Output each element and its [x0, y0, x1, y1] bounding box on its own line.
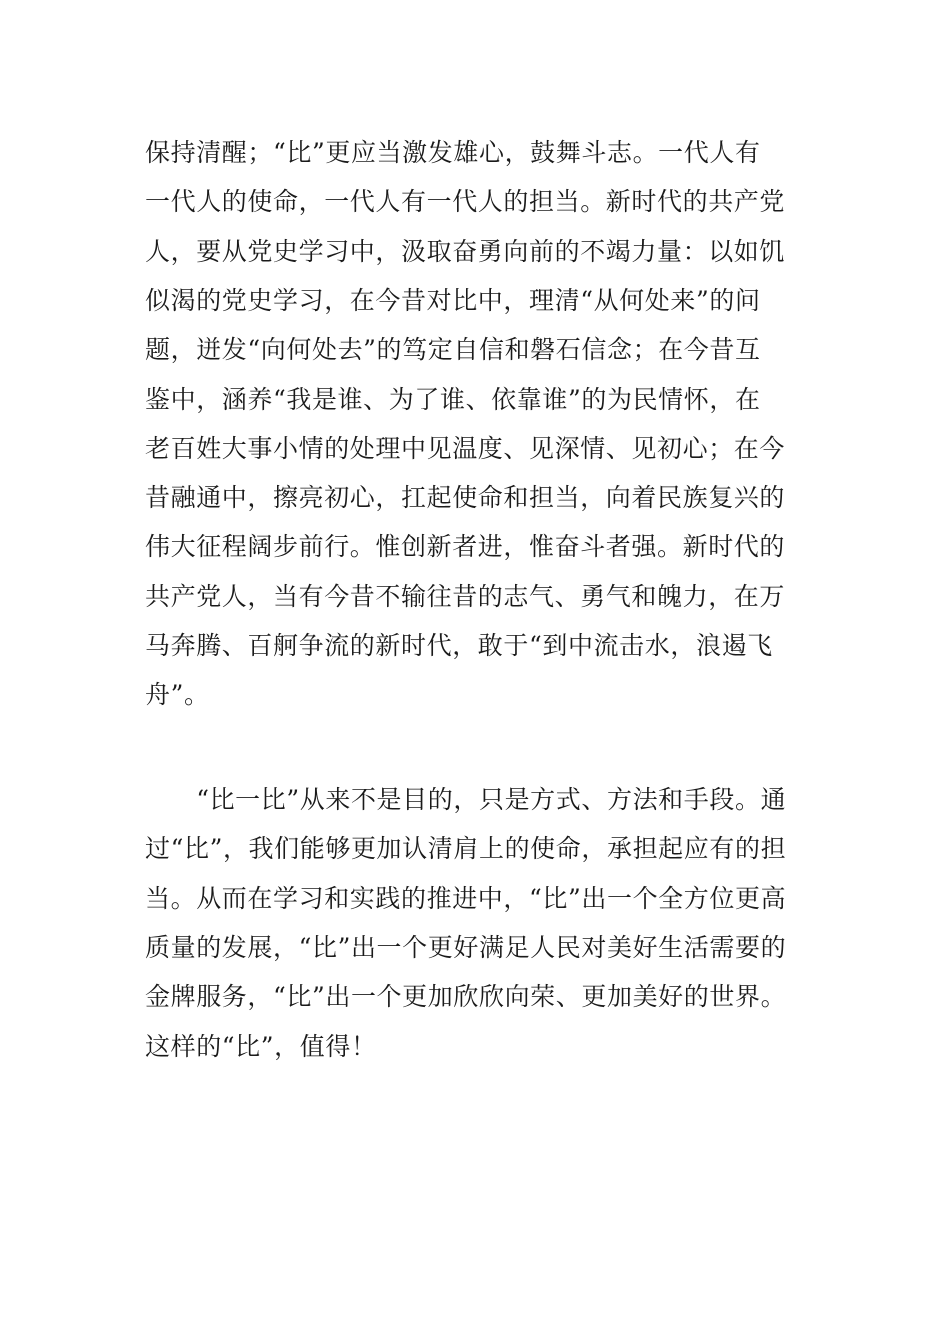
- text-line: 鉴中，涵养“我是谁、为了谁、依靠谁”的为民情怀，在: [145, 384, 761, 414]
- text-line: 一代人的使命，一代人有一代人的担当。新时代的共产党: [145, 187, 786, 217]
- text-line: 昔融通中，擦亮初心，扛起使命和担当，向着民族复兴的: [145, 483, 786, 513]
- text-line: 共产党人，当有今昔不输往昔的志气、勇气和魄力，在万: [145, 581, 786, 611]
- text-line: 马奔腾、百舸争流的新时代，敢于“到中流击水，浪遏飞: [145, 631, 773, 660]
- text-line: 题，迸发“向何处去”的笃定自信和磐石信念；在今昔互: [145, 335, 761, 365]
- text-line: 伟大征程阔步前行。惟创新者进，惟奋斗者强。新时代的: [145, 532, 786, 562]
- text-line: 过“比”，我们能够更加认清肩上的使命，承担起应有的担: [145, 834, 787, 864]
- text-line: 这样的“比”，值得！: [145, 1031, 377, 1061]
- text-line: 似渴的党史学习，在今昔对比中，理清“从何处来”的问: [145, 285, 761, 315]
- text-line: 人，要从党史学习中，汲取奋勇向前的不竭力量：以如饥: [145, 236, 786, 266]
- text-line: 金牌服务，“比”出一个更加欣欣向荣、更加美好的世界。: [145, 982, 787, 1012]
- text-line: 老百姓大事小情的处理中见温度、见深情、见初心；在今: [145, 433, 786, 463]
- text-line: 舟”。: [145, 680, 210, 710]
- text-line: 保持清醒；“比”更应当激发雄心，鼓舞斗志。一代人有: [145, 138, 761, 167]
- text-line: “比一比”从来不是目的，只是方式、方法和手段。通: [145, 785, 787, 814]
- text-line: 质量的发展，“比”出一个更好满足人民对美好生活需要的: [145, 932, 787, 962]
- text-line: 当。从而在学习和实践的推进中，“比”出一个全方位更高: [145, 883, 787, 913]
